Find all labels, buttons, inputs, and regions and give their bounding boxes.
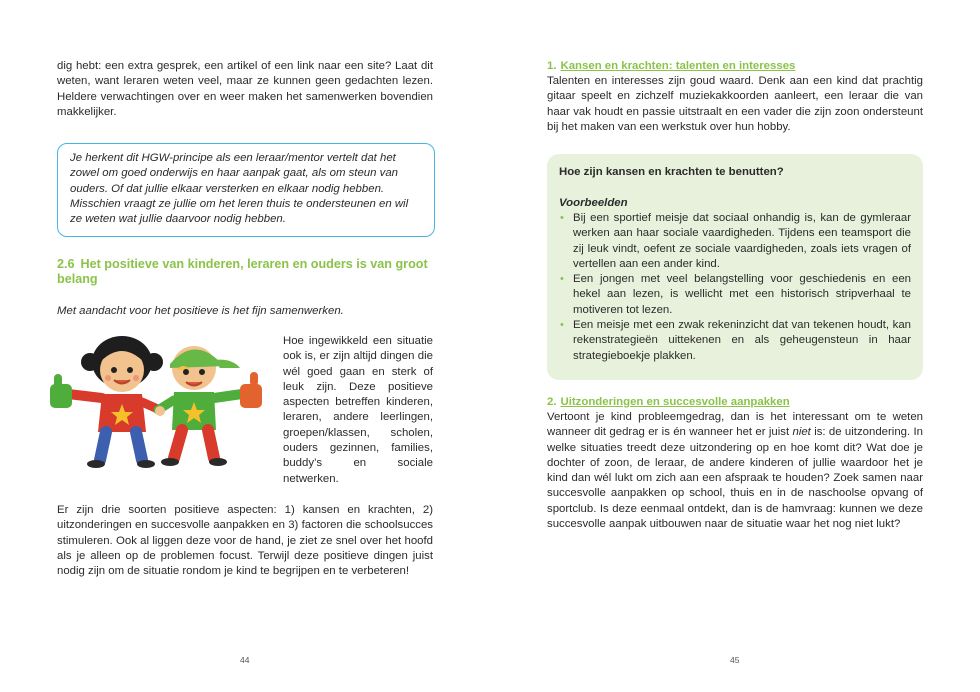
section-1-title: Kansen en krachten: talenten en interesses: [560, 60, 796, 72]
section-2-part2: is: de uitzondering. In welke situaties treedt deze uitzondering op en hoe komt dit? Wat doe je dochter of zoon, de leraar, de andere kinderen of jullie waardoor het je kind dan wél lukt om zich aan een afspraak te houden? Zoek samen naar succesvolle aanpakken op school, thuis en in de naschoolse opvang of sportclub. Is deze eenmaal ontdekt, dan is de hamvraag: kunnen we deze succesvolle aanpak uitbouwen naar de situatie waar het nog niet lukt?: [547, 426, 923, 531]
hgw-principle-callout: [57, 143, 435, 237]
examples-box-subtitle: Voorbeelden: [559, 197, 628, 209]
section-2: [547, 395, 923, 532]
positive-aspects-paragraph: Hoe ingewikkeld een situatie ook is, er zijn altijd dingen die wél goed gaan en sterk of leuk zijn. Deze positieve aspecten betreffen kinderen, leraren, andere leerlingen, groepen/klassen, scholen, ouders gezinnen, families, buddy’s en sociale netwerken.: [283, 335, 433, 485]
section-2-emphasis: niet: [792, 426, 811, 439]
section-2-number: 2.: [547, 396, 557, 408]
lead-text: Met aandacht voor het positieve is het fijn samenwerken.: [57, 305, 344, 317]
section-title: Het positieve van kinderen, leraren en ouders is van groot belang: [57, 257, 428, 286]
list-item: • Een jongen met veel belangstelling voor geschiedenis en een hekel aan lezen, is wellicht met een historisch stripverhaal te motiveren tot lezen.: [559, 272, 911, 318]
section-2-heading: [547, 395, 923, 410]
section-1-number: 1.: [547, 60, 557, 72]
right-page: [490, 0, 980, 692]
section-1-text: Talenten en interesses zijn goud waard. Denk aan een kind dat prachtig gitaar speelt en zichzelf muziekakkoorden aanleert, een leraar die van haar vak houdt en passie uitstraalt en een vader die zijn zoon ondersteunt bij het maken van een werkstuk over hun hobby.: [547, 75, 923, 133]
section-2-part1: Vertoont je kind probleemgedrag, dan is het interessant om te weten wanneer dit gedrag er is én wanneer het er juist: [547, 411, 923, 439]
examples-box-title: Hoe zijn kansen en krachten te benutten?: [559, 166, 784, 178]
examples-list: [559, 211, 911, 364]
intro-paragraph: dig hebt: een extra gesprek, een artikel of een link naar een site? Laat dit weten, want leraren weten veel, maar ze kunnen geen gedachten lezen. Heldere verwachtingen over en weer maken het samenwerken bovendien makkelijker.: [57, 60, 433, 118]
three-aspects-paragraph: Er zijn drie soorten positieve aspecten: 1) kansen en krachten, 2) uitzonderingen en succesvolle aanpakken en 3) factoren die schoolsucces stimuleren. Ook al liggen deze voor de hand, je ziet ze snel over het hoofd als je alleen op de problemen focust. Terwijl deze positieve dingen juist nodig zijn om de situatie rondom je kind te begrijpen en te verbeteren!: [57, 504, 433, 578]
section-2-text: [547, 410, 923, 532]
section-number: 2.6: [57, 257, 75, 271]
boy-figure: [158, 346, 262, 466]
section-2-title: Uitzonderingen en succesvolle aanpakken: [560, 396, 790, 408]
page-number-left: 44: [240, 655, 250, 665]
page-number-right: 45: [730, 655, 740, 665]
list-item: • Een meisje met een zwak rekeninzicht dat van tekenen houdt, kan rekenstrategieën uittekenen en als geheugensteun in haar strategieboekje plakken.: [559, 318, 911, 364]
section-2-6-heading: [57, 257, 437, 287]
girl-figure: [50, 336, 163, 468]
section-1-heading: [547, 59, 923, 74]
list-item: • Bij een sportief meisje dat sociaal onhandig is, kan de gymleraar werken aan haar sociale vaardigheden. Tijdens een teamsport die zij leuk vindt, oefent ze sociale vaardigheden, zoals iets vragen of vertellen aan een ander kind.: [559, 211, 911, 272]
callout-text: Je herkent dit HGW-principe als een leraar/mentor vertelt dat het zowel om goed onderwijs en haar aanpak gaat, als om steun van ouders. Of dat jullie elkaar versterken en elkaar nodig hebben. Misschien vraagt ze jullie om het leren thuis te ondersteunen en wil ze weten wat jullie daarvoor nodig hebben.: [70, 152, 409, 226]
examples-box: [547, 154, 923, 380]
section-1: [547, 59, 923, 135]
two-kids-thumbs-up-illustration: [44, 332, 270, 470]
